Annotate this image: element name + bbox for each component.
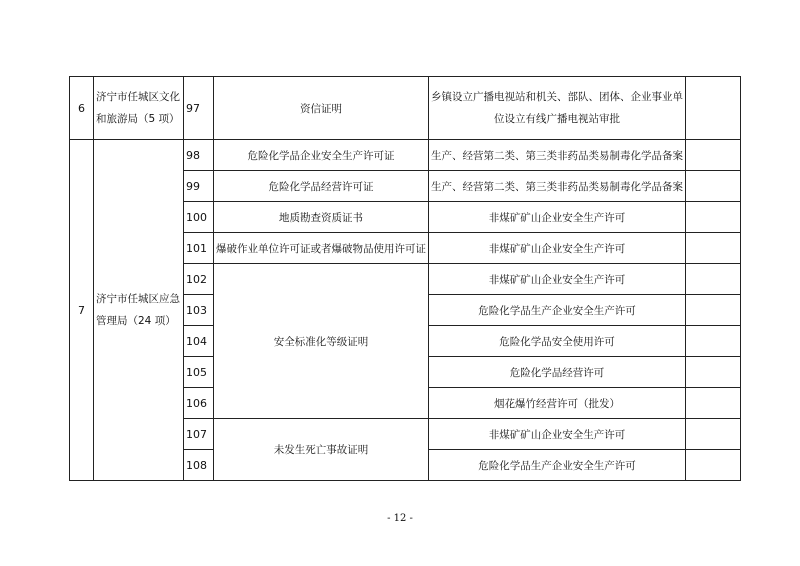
row-number: 101 <box>184 233 214 264</box>
approval-item: 生产、经营第二类、第三类非药品类易制毒化学品备案 <box>429 171 686 202</box>
group-number: 6 <box>70 77 94 140</box>
remark-cell <box>686 450 741 481</box>
certificate-name: 爆破作业单位许可证或者爆破物品使用许可证 <box>214 233 429 264</box>
remark-cell <box>686 140 741 171</box>
remark-cell <box>686 264 741 295</box>
certificate-name: 地质勘查资质证书 <box>214 202 429 233</box>
row-number: 97 <box>184 77 214 140</box>
remark-cell <box>686 295 741 326</box>
approval-item: 危险化学品生产企业安全生产许可 <box>429 450 686 481</box>
approval-item: 乡镇设立广播电视站和机关、部队、团体、企业事业单位设立有线广播电视站审批 <box>429 77 686 140</box>
approval-item: 非煤矿矿山企业安全生产许可 <box>429 233 686 264</box>
row-number: 106 <box>184 388 214 419</box>
group-number: 7 <box>70 140 94 481</box>
remark-cell <box>686 388 741 419</box>
row-number: 99 <box>184 171 214 202</box>
approval-item: 烟花爆竹经营许可（批发） <box>429 388 686 419</box>
remark-cell <box>686 233 741 264</box>
approval-item: 非煤矿矿山企业安全生产许可 <box>429 202 686 233</box>
remark-cell <box>686 326 741 357</box>
approval-item: 非煤矿矿山企业安全生产许可 <box>429 264 686 295</box>
row-number: 103 <box>184 295 214 326</box>
approval-item: 危险化学品生产企业安全生产许可 <box>429 295 686 326</box>
row-number: 105 <box>184 357 214 388</box>
certificate-name: 未发生死亡事故证明 <box>214 419 429 481</box>
certificate-name: 资信证明 <box>214 77 429 140</box>
row-number: 98 <box>184 140 214 171</box>
remark-cell <box>686 171 741 202</box>
approval-item: 非煤矿矿山企业安全生产许可 <box>429 419 686 450</box>
document-table <box>69 76 741 481</box>
department-name: 济宁市任城区文化和旅游局（5 项） <box>94 77 184 140</box>
remark-cell <box>686 357 741 388</box>
remark-cell <box>686 202 741 233</box>
remark-cell <box>686 77 741 140</box>
approval-item: 危险化学品经营许可 <box>429 357 686 388</box>
certificate-name: 安全标准化等级证明 <box>214 264 429 419</box>
certificate-name: 危险化学品企业安全生产许可证 <box>214 140 429 171</box>
approval-item: 生产、经营第二类、第三类非药品类易制毒化学品备案 <box>429 140 686 171</box>
certificate-name: 危险化学品经营许可证 <box>214 171 429 202</box>
department-name: 济宁市任城区应急管理局（24 项） <box>94 140 184 481</box>
remark-cell <box>686 419 741 450</box>
row-number: 102 <box>184 264 214 295</box>
row-number: 104 <box>184 326 214 357</box>
row-number: 107 <box>184 419 214 450</box>
row-number: 100 <box>184 202 214 233</box>
approval-item: 危险化学品安全使用许可 <box>429 326 686 357</box>
table-row <box>70 140 741 171</box>
row-number: 108 <box>184 450 214 481</box>
page-number: - 12 - <box>387 513 413 524</box>
table-row <box>70 77 741 140</box>
